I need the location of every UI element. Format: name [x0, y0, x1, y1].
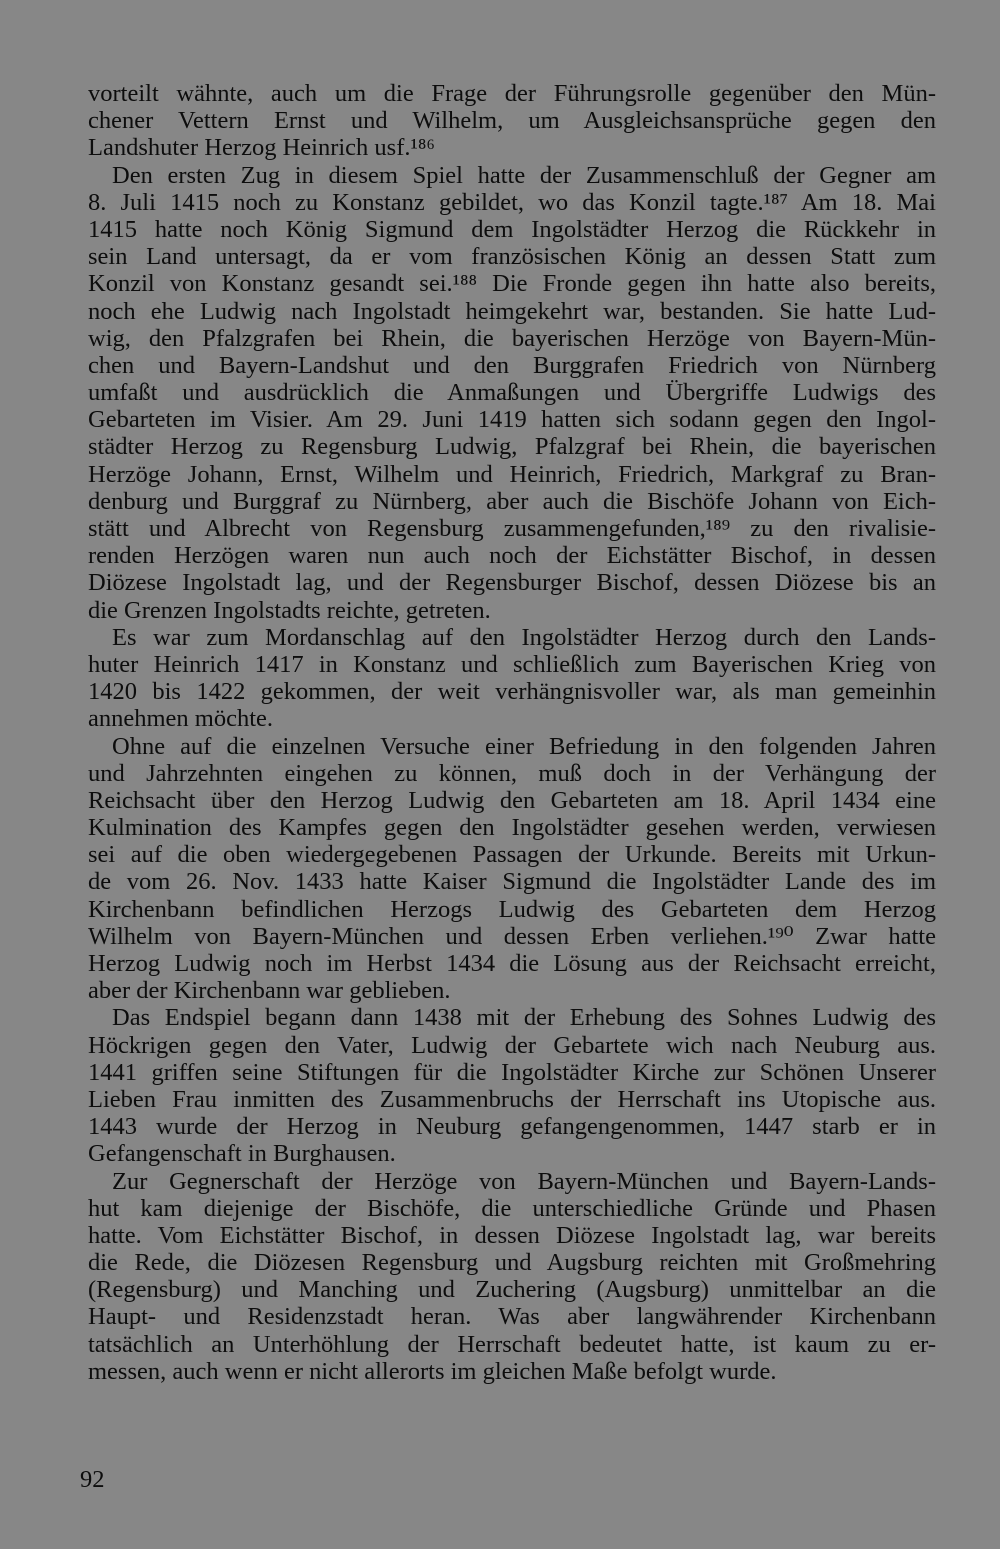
text-line: sein Land untersagt, da er vom französischen König an dessen Statt zum	[88, 243, 936, 271]
text-line: Landshuter Herzog Heinrich usf.¹⁸⁶	[88, 134, 435, 162]
text-line: aber der Kirchenbann war geblieben.	[88, 977, 451, 1005]
text-line: Kirchenbann befindlichen Herzogs Ludwig des Gebarteten dem Herzog	[88, 895, 936, 923]
text-line: tatsächlich an Unterhöhlung der Herrschaft bedeutet hatte, ist kaum zu er-	[88, 1330, 936, 1358]
paragraph	[88, 80, 936, 162]
text-line: Wilhelm von Bayern-München und dessen Erben verliehen.¹⁹⁰ Zwar hatte	[88, 922, 936, 950]
text-line: sei auf die oben wiedergegebenen Passagen der Urkunde. Bereits mit Urkun-	[88, 841, 936, 869]
text-line: Gebarteten im Visier. Am 29. Juni 1419 hatten sich sodann gegen den Ingol-	[88, 406, 936, 434]
text-line: die Rede, die Diözesen Regensburg und Augsburg reichten mit Großmehring	[88, 1249, 936, 1277]
text-line: Ohne auf die einzelnen Versuche einer Befriedung in den folgenden Jahren	[112, 732, 936, 760]
text-line: annehmen möchte.	[88, 705, 274, 733]
paragraph	[88, 162, 936, 624]
text-line: vorteilt wähnte, auch um die Frage der Führungsrolle gegenüber den Mün-	[88, 80, 936, 107]
text-line: Herzöge Johann, Ernst, Wilhelm und Heinrich, Friedrich, Markgraf zu Bran-	[88, 460, 936, 488]
paragraph	[88, 624, 936, 733]
text-line: Herzog Ludwig noch im Herbst 1434 die Lösung aus der Reichsacht erreicht,	[88, 950, 936, 977]
text-line: 1443 wurde der Herzog in Neuburg gefangengenommen, 1447 starb er in	[88, 1113, 936, 1141]
text-line: Zur Gegnerschaft der Herzöge von Bayern-München und Bayern-Lands-	[112, 1167, 936, 1195]
text-line: hut kam diejenige der Bischöfe, die unterschiedliche Gründe und Phasen	[88, 1194, 936, 1222]
text-line: stätt und Albrecht von Regensburg zusammengefunden,¹⁸⁹ zu den rivalisie-	[88, 515, 936, 542]
page-number: 92	[80, 1466, 105, 1493]
paragraph	[88, 733, 936, 1005]
text-line: wig, den Pfalzgrafen bei Rhein, die bayerischen Herzöge von Bayern-Mün-	[88, 324, 936, 352]
text-line: messen, auch wenn er nicht allerorts im gleichen Maße befolgt wurde.	[88, 1357, 777, 1385]
text-line: Höckrigen gegen den Vater, Ludwig der Gebartete wich nach Neuburg aus.	[88, 1031, 936, 1059]
text-line: Reichsacht über den Herzog Ludwig den Gebarteten am 18. April 1434 eine	[88, 786, 936, 814]
text-line: Es war zum Mordanschlag auf den Ingolstädter Herzog durch den Lands-	[112, 623, 936, 651]
text-line: 1441 griffen seine Stiftungen für die Ingolstädter Kirche zur Schönen Unserer	[88, 1058, 936, 1086]
text-line: de vom 26. Nov. 1433 hatte Kaiser Sigmund die Ingolstädter Lande des im	[88, 868, 936, 896]
text-line: hatte. Vom Eichstätter Bischof, in dessen Diözese Ingolstadt lag, war bereits	[88, 1221, 936, 1249]
paragraph	[88, 1168, 936, 1386]
text-line: 1420 bis 1422 gekommen, der weit verhängnisvoller war, als man gemeinhin	[88, 678, 936, 706]
text-line: 8. Juli 1415 noch zu Konstanz gebildet, wo das Konzil tagte.¹⁸⁷ Am 18. Mai	[88, 188, 936, 216]
text-line: Lieben Frau inmitten des Zusammenbruchs der Herrschaft ins Utopische aus.	[88, 1085, 936, 1113]
text-line: städter Herzog zu Regensburg Ludwig, Pfalzgraf bei Rhein, die bayerischen	[88, 433, 936, 461]
text-line: noch ehe Ludwig nach Ingolstadt heimgekehrt war, bestanden. Sie hatte Lud-	[88, 297, 936, 325]
text-line: Den ersten Zug in diesem Spiel hatte der Zusammenschluß der Gegner am	[112, 161, 936, 189]
page-body	[88, 80, 936, 1385]
text-line: Kulmination des Kampfes gegen den Ingolstädter gesehen werden, verwiesen	[88, 814, 936, 842]
text-line: chener Vettern Ernst und Wilhelm, um Ausgleichsansprüche gegen den	[88, 107, 936, 135]
text-line: Das Endspiel begann dann 1438 mit der Erhebung des Sohnes Ludwig des	[112, 1004, 936, 1032]
text-line: und Jahrzehnten eingehen zu können, muß doch in der Verhängung der	[88, 759, 936, 787]
text-line: renden Herzögen waren nun auch noch der Eichstätter Bischof, in dessen	[88, 542, 936, 570]
text-line: die Grenzen Ingolstadts reichte, getreten.	[88, 596, 491, 624]
text-line: Haupt- und Residenzstadt heran. Was aber langwährender Kirchenbann	[88, 1303, 936, 1331]
text-line: denburg und Burggraf zu Nürnberg, aber auch die Bischöfe Johann von Eich-	[88, 487, 936, 515]
text-line: chen und Bayern-Landshut und den Burggrafen Friedrich von Nürnberg	[88, 351, 936, 379]
text-line: (Regensburg) und Manching und Zuchering (Augsburg) unmittelbar an die	[88, 1276, 936, 1304]
text-line: huter Heinrich 1417 in Konstanz und schließlich zum Bayerischen Krieg von	[88, 650, 936, 678]
text-line: umfaßt und ausdrücklich die Anmaßungen und Übergriffe Ludwigs des	[88, 379, 936, 407]
paragraph	[88, 1004, 936, 1167]
text-line: Gefangenschaft in Burghausen.	[88, 1140, 396, 1168]
text-line: 1415 hatte noch König Sigmund dem Ingolstädter Herzog die Rückkehr in	[88, 215, 936, 243]
text-line: Diözese Ingolstadt lag, und der Regensburger Bischof, dessen Diözese bis an	[88, 569, 936, 597]
text-line: Konzil von Konstanz gesandt sei.¹⁸⁸ Die Fronde gegen ihn hatte also bereits,	[88, 270, 936, 298]
